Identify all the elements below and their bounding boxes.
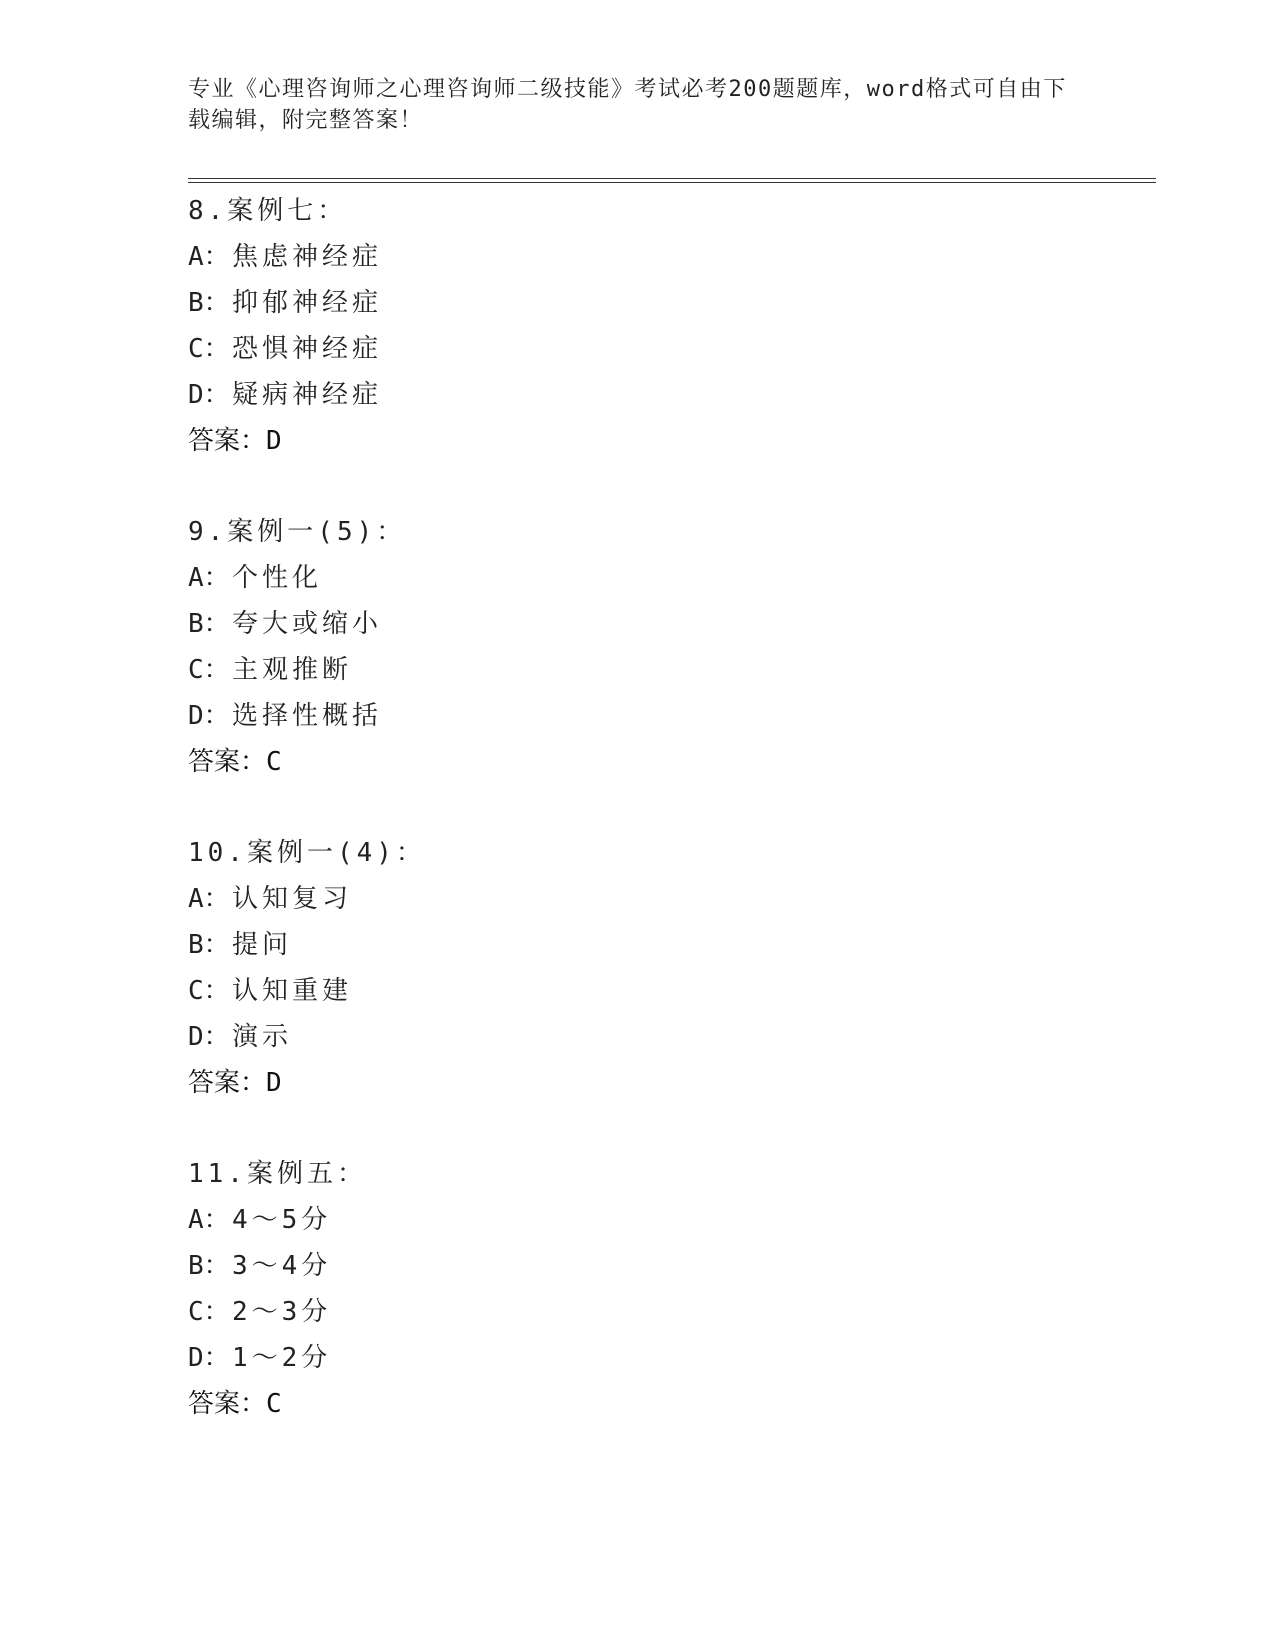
question-title: 9.案例一(5)： (188, 517, 407, 547)
option-a (188, 234, 1148, 280)
option-letter: C： (188, 976, 230, 1006)
option-text: 1～2分 (232, 1343, 332, 1373)
answer-label: 答案： (188, 1389, 267, 1419)
option-a (188, 876, 1148, 922)
option-a (188, 1197, 1148, 1243)
option-text: 提问 (232, 930, 293, 960)
option-b (188, 280, 1148, 326)
option-text: 焦虑神经症 (232, 242, 383, 272)
answer-line (188, 1381, 1148, 1427)
option-d (188, 1014, 1148, 1060)
option-d (188, 372, 1148, 418)
option-letter: B： (188, 288, 230, 318)
answer-value: D (266, 426, 282, 456)
answer-label: 答案： (188, 426, 267, 456)
option-text: 选择性概括 (232, 701, 383, 731)
option-text: 演示 (232, 1022, 293, 1052)
option-text: 4～5分 (232, 1205, 332, 1235)
option-text: 夸大或缩小 (232, 609, 383, 639)
option-letter: C： (188, 334, 230, 364)
answer-line (188, 418, 1148, 464)
option-letter: C： (188, 655, 230, 685)
option-a (188, 555, 1148, 601)
option-text: 3～4分 (232, 1251, 332, 1281)
option-c (188, 1289, 1148, 1335)
option-c (188, 647, 1148, 693)
option-letter: D： (188, 701, 230, 731)
option-c (188, 326, 1148, 372)
question-title: 11.案例五： (188, 1159, 367, 1189)
option-letter: C： (188, 1297, 230, 1327)
option-letter: B： (188, 1251, 230, 1281)
option-c (188, 968, 1148, 1014)
option-d (188, 1335, 1148, 1381)
option-letter: A： (188, 242, 230, 272)
option-d (188, 693, 1148, 739)
answer-label: 答案： (188, 747, 267, 777)
question-title: 10.案例一(4)： (188, 838, 426, 868)
answer-label: 答案： (188, 1068, 267, 1098)
option-b (188, 1243, 1148, 1289)
document-header: 专业《心理咨询师之心理咨询师二级技能》考试必考200题题库，word格式可自由下载编辑，附完整答案！ (188, 77, 1067, 133)
option-letter: A： (188, 1205, 230, 1235)
option-text: 2～3分 (232, 1297, 332, 1327)
answer-value: C (266, 1389, 282, 1419)
option-text: 抑郁神经症 (232, 288, 383, 318)
question-title: 8.案例七： (188, 196, 348, 226)
option-letter: A： (188, 884, 230, 914)
header-divider-bottom (188, 182, 1156, 183)
option-letter: B： (188, 609, 230, 639)
option-letter: A： (188, 563, 230, 593)
answer-value: C (266, 747, 282, 777)
option-text: 认知重建 (232, 976, 353, 1006)
option-text: 恐惧神经症 (232, 334, 383, 364)
question-9 (188, 509, 1148, 785)
header-divider-top (188, 178, 1156, 179)
question-10 (188, 830, 1148, 1106)
option-text: 个性化 (232, 563, 323, 593)
option-b (188, 601, 1148, 647)
answer-value: D (266, 1068, 282, 1098)
option-text: 认知复习 (232, 884, 353, 914)
question-8 (188, 188, 1148, 464)
answer-line (188, 1060, 1148, 1106)
option-letter: D： (188, 1022, 230, 1052)
option-letter: B： (188, 930, 230, 960)
option-b (188, 922, 1148, 968)
option-letter: D： (188, 380, 230, 410)
question-list (188, 188, 1148, 1472)
option-text: 主观推断 (232, 655, 353, 685)
answer-line (188, 739, 1148, 785)
question-11 (188, 1151, 1148, 1427)
option-letter: D： (188, 1343, 230, 1373)
option-text: 疑病神经症 (232, 380, 383, 410)
